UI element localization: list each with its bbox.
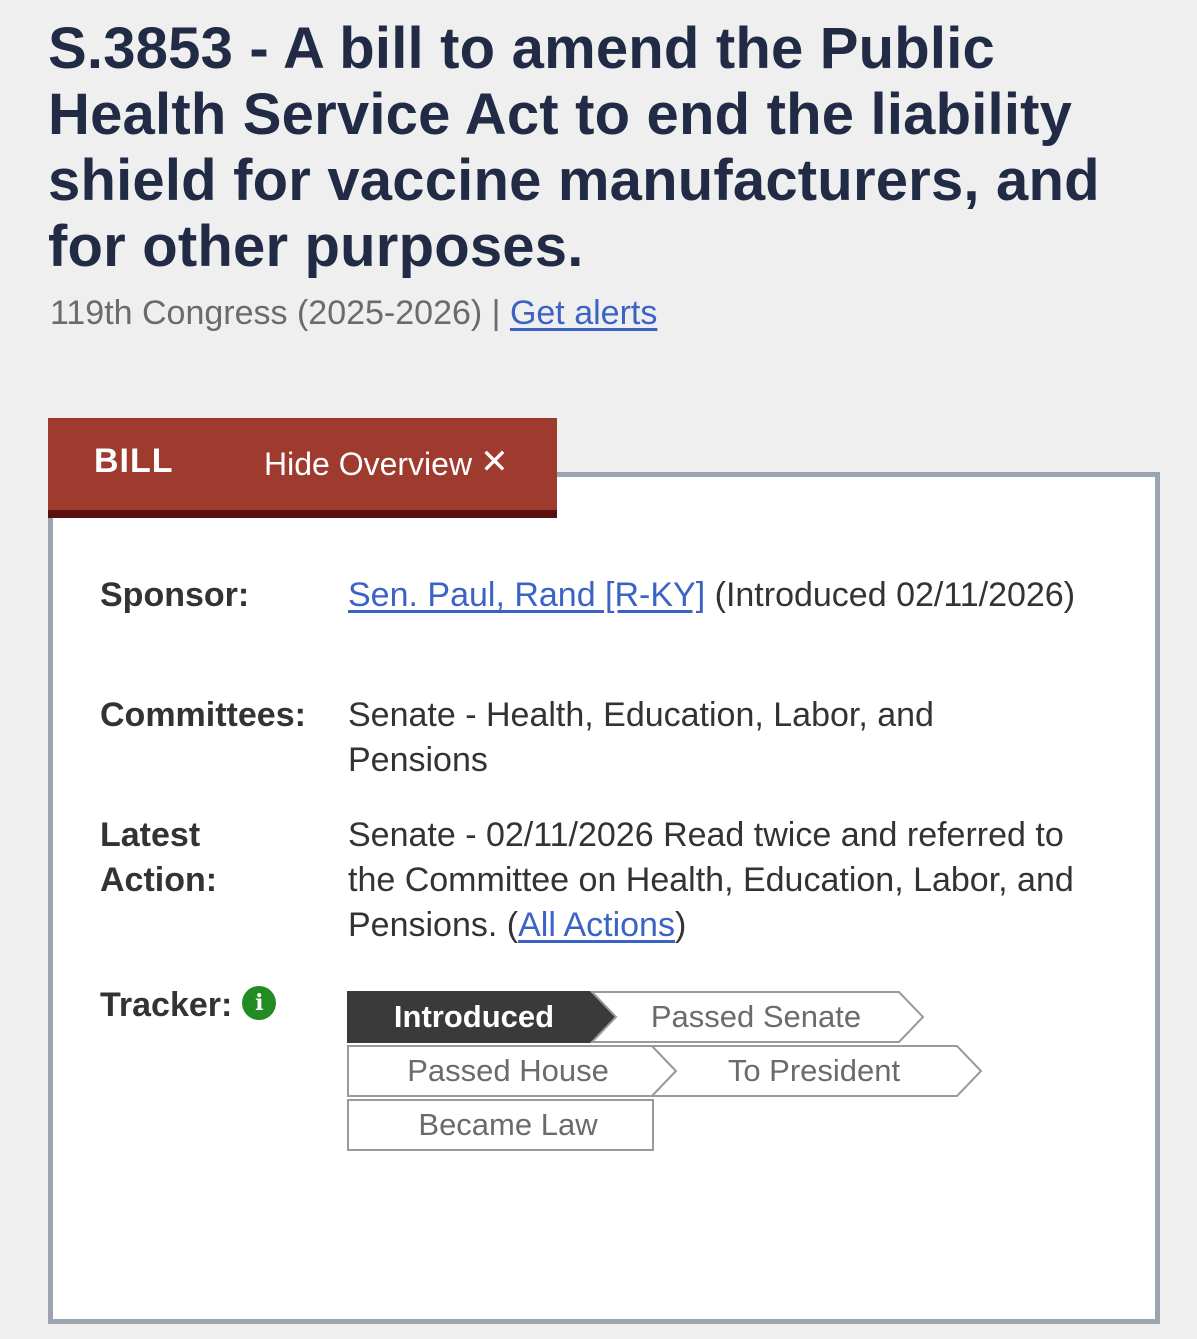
get-alerts-link[interactable]: Get alerts	[509, 294, 658, 332]
sponsor-value	[348, 573, 1108, 618]
latest-action-label	[100, 813, 217, 903]
committees-value: Senate - Health, Education, Labor, and Pensions	[348, 696, 934, 779]
introduced-date: (Introduced 02/11/2026)	[705, 576, 1076, 614]
all-actions-link[interactable]: All Actions	[518, 906, 675, 944]
separator: |	[482, 294, 510, 332]
tracker-stage-label: To President	[727, 1053, 901, 1088]
sponsor-link[interactable]: Sen. Paul, Rand [R-KY]	[348, 576, 706, 614]
sponsor-label: Sponsor:	[100, 576, 250, 614]
latest-action-text: Senate - 02/11/2026 Read twice and referred to the Committee on Health, Education, Labor, and Pensions. (	[348, 816, 1074, 944]
bill-tab-bar	[48, 418, 557, 518]
congress-label: 119th Congress (2025-2026)	[50, 294, 483, 332]
tracker-stage-label: Became Law	[418, 1107, 598, 1142]
latest-action-label-line1: Latest	[100, 816, 201, 854]
hide-overview-label: Hide Overview	[264, 446, 473, 482]
latest-action-value	[348, 813, 1088, 948]
congress-line	[50, 292, 657, 334]
tracker-stage-label: Passed House	[407, 1053, 609, 1088]
hide-overview-button[interactable]	[264, 444, 509, 484]
tracker-label: Tracker:	[100, 986, 233, 1024]
tracker-stage-label: Passed Senate	[650, 999, 862, 1034]
tracker-label-wrap	[100, 983, 276, 1028]
info-icon[interactable]: i	[242, 986, 276, 1020]
latest-action-label-line2: Action:	[100, 861, 218, 899]
bill-tab[interactable]: BILL	[94, 442, 174, 480]
latest-action-close: )	[674, 906, 687, 944]
close-icon: ✕	[480, 443, 509, 481]
tracker-stage-label: Introduced	[393, 999, 555, 1034]
committees-label: Committees:	[100, 696, 306, 734]
bill-tracker	[346, 990, 996, 1160]
page-title: S.3853 - A bill to amend the Public Health Service Act to end the liability shield for vaccine manufacturers, and for other purposes.	[48, 16, 1100, 279]
